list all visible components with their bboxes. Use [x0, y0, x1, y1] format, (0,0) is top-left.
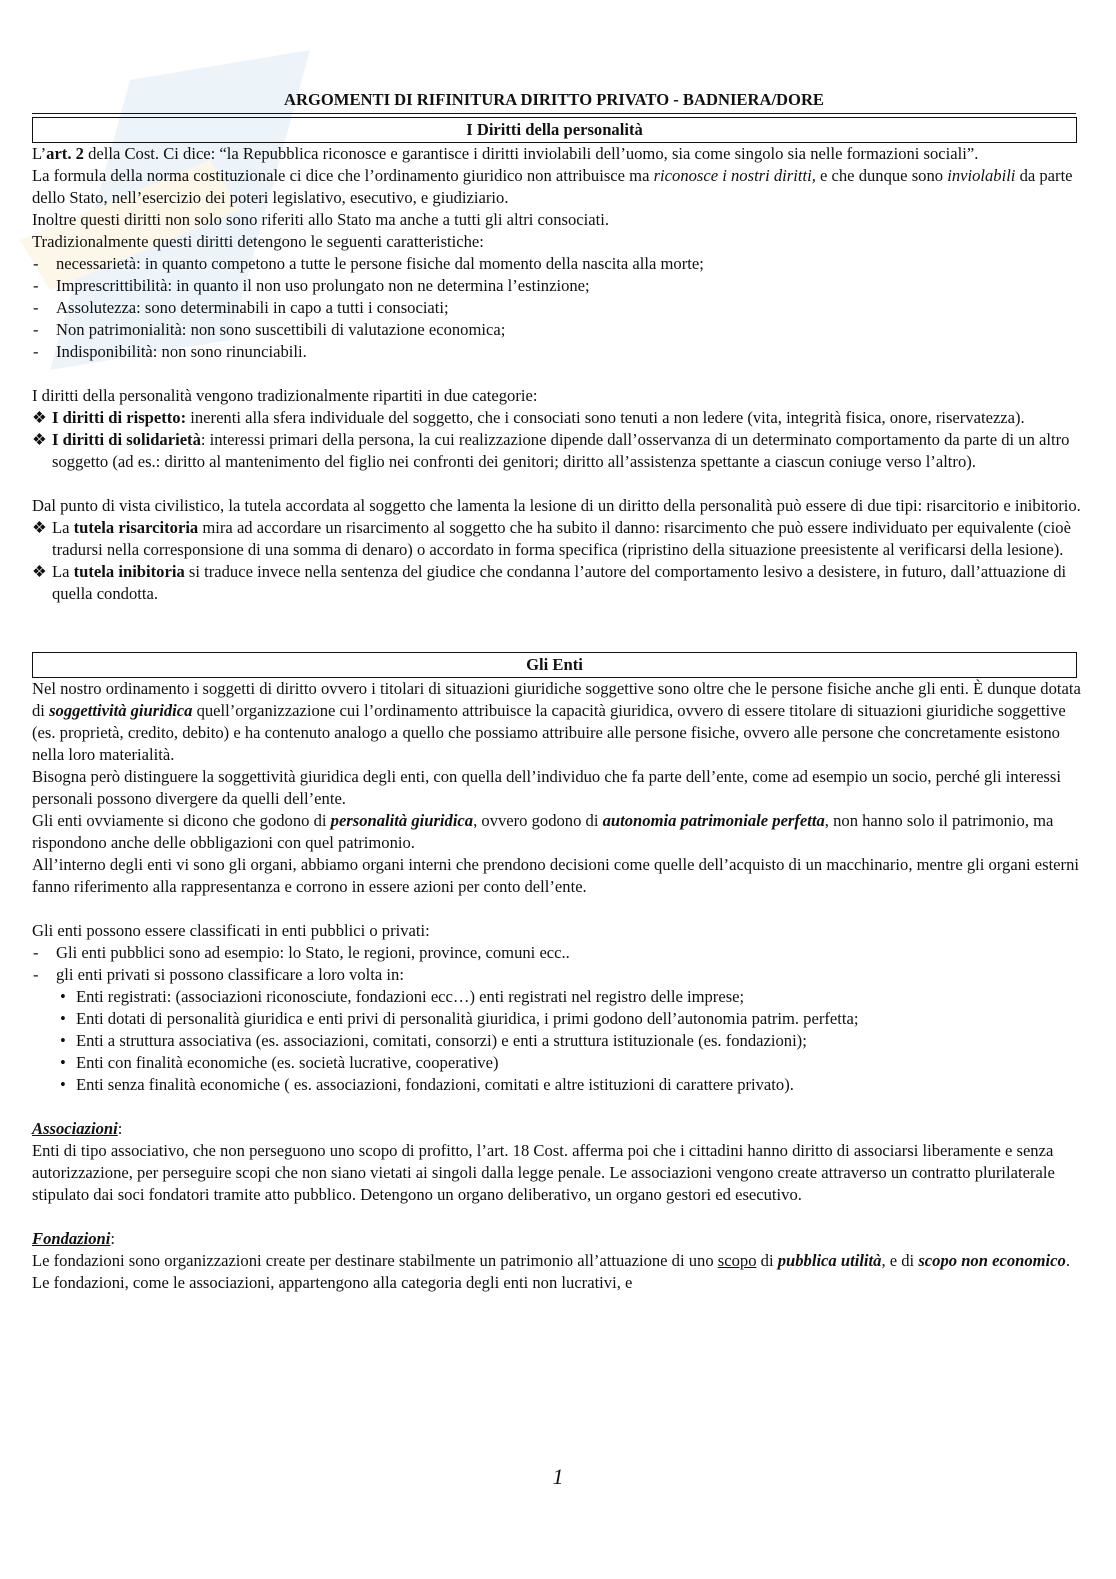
- paragraph: Enti di tipo associativo, che non perseguono uno scopo di profitto, l’art. 18 Cost. afferma poi che i cittadini hanno diritto di associarsi liberamente e senza autorizzazione, per perseguire scopi che non siano vietati ai singoli dalla legge penale. Le associazioni vengono create attraverso un contratto plurilaterale stipulato dai soci fondatori tramite atto pubblico. Detengono un organo deliberativo, un organo gestori ed esecutivo.: [32, 1141, 1055, 1204]
- paragraph: Gli enti possono essere classificati in enti pubblici o privati:: [32, 921, 430, 940]
- list-item: ❖ I diritti di solidarietà: interessi primari della persona, la cui realizzazione dipende dall’osservanza di un determinato comportamento da parte di un altro soggetto (ad es.: diritto al mantenimento del figlio nei confronti dei genitori; diritto all’assistenza spettante a ciascun coniuge verso l’altro).: [32, 430, 1070, 471]
- private-types-list: [32, 986, 1082, 1096]
- characteristics-list: [32, 253, 1082, 363]
- paragraph: Tradizionalmente questi diritti detengono le seguenti caratteristiche:: [32, 232, 484, 251]
- subheading-fondazioni: Fondazioni:: [32, 1229, 116, 1248]
- diamond-bullet-icon: ❖: [32, 408, 47, 427]
- paragraph: Inoltre questi diritti non solo sono riferiti allo Stato ma anche a tutti gli altri consociati.: [32, 210, 609, 229]
- paragraph: La formula della norma costituzionale ci dice che l’ordinamento giuridico non attribuisce ma riconosce i nostri diritti, e che dunque sono inviolabili da parte dello Stato, nell’esercizio dei poteri legislativo, esecutivo, e giudiziario.: [32, 166, 1073, 207]
- list-item: • Enti dotati di personalità giuridica e enti privi di personalità giuridica, i primi godono dell’autonomia patrim. perfetta;: [32, 1008, 1082, 1030]
- paragraph: All’interno degli enti vi sono gli organi, abbiamo organi interni che prendono decisioni come quelle dell’acquisto di un macchinario, mentre gli organi esterni fanno riferimento alla rappresentanza e corrono in essere azioni per conto dell’ente.: [32, 855, 1079, 896]
- list-item: • Enti con finalità economiche (es. società lucrative, cooperative): [32, 1052, 1082, 1074]
- list-item: ❖ I diritti di rispetto: inerenti alla sfera individuale del soggetto, che i consociati sono tenuti a non ledere (vita, integrità fisica, onore, riservatezza).: [32, 408, 1025, 427]
- list-item: • Enti registrati: (associazioni riconosciute, fondazioni ecc…) enti registrati nel registro delle imprese;: [32, 986, 1082, 1008]
- list-item: - Gli enti pubblici sono ad esempio: lo Stato, le regioni, province, comuni ecc..: [32, 942, 1082, 964]
- subheading-associazioni: Associazioni:: [32, 1119, 123, 1138]
- list-item: - Indisponibilità: non sono rinunciabili.: [32, 341, 1082, 363]
- diamond-bullet-icon: ❖: [32, 562, 47, 581]
- paragraph: Bisogna però distinguere la soggettività giuridica degli enti, con quella dell’individuo che fa parte dell’ente, come ad esempio un socio, perché gli interessi personali possono divergere da quelli dell’ente.: [32, 767, 1061, 808]
- paragraph: Nel nostro ordinamento i soggetti di diritto ovvero i titolari di situazioni giuridiche soggettive sono oltre che le persone fisiche anche gli enti. È dunque dotata di soggettività giuridica quell’organizzazione cui l’ordinamento attribuisce la capacità giuridica, ovvero di essere titolare di situazioni giuridiche soggettive (es. proprietà, credito, debito) e ha contenuto analogo a quello che possiamo attribuire alle persone fisiche, ovvero alle persone che concretamente esistono nella loro materialità.: [32, 679, 1081, 764]
- section-heading-personalita: I Diritti della personalità: [32, 117, 1077, 143]
- page-number: 1: [552, 1464, 564, 1489]
- list-item: - Non patrimonialità: non sono suscettibili di valutazione economica;: [32, 319, 1082, 341]
- list-item: - necessarietà: in quanto competono a tutte le persone fisiche dal momento della nascita alla morte;: [32, 253, 1082, 275]
- paragraph: Dal punto di vista civilistico, la tutela accordata al soggetto che lamenta la lesione di un diritto della personalità può essere di due tipi: risarcitorio e inibitorio.: [32, 496, 1081, 515]
- paragraph: L’art. 2 della Cost. Ci dice: “la Repubblica riconosce e garantisce i diritti inviolabili dell’uomo, sia come singolo sia nelle formazioni sociali”.: [32, 144, 979, 163]
- section-heading-enti: Gli Enti: [32, 652, 1077, 678]
- classes-list: [32, 942, 1082, 986]
- list-item: • Enti senza finalità economiche ( es. associazioni, fondazioni, comitati e altre istituzioni di carattere privato).: [32, 1074, 1082, 1096]
- list-item: ❖ La tutela inibitoria si traduce invece nella sentenza del giudice che condanna l’autore del comportamento lesivo a desistere, in futuro, dall’attuazione di quella condotta.: [32, 562, 1067, 603]
- document-title: ARGOMENTI DI RIFINITURA DIRITTO PRIVATO - BADNIERA/DORE: [32, 88, 1076, 114]
- diamond-bullet-icon: ❖: [32, 430, 47, 449]
- document-page: [32, 88, 1082, 1294]
- list-item: - Assolutezza: sono determinabili in capo a tutti i consociati;: [32, 297, 1082, 319]
- list-item: - gli enti privati si possono classificare a loro volta in:: [32, 964, 1082, 986]
- paragraph: Le fondazioni sono organizzazioni create per destinare stabilmente un patrimonio all’attuazione di uno scopo di pubblica utilità, e di scopo non economico. Le fondazioni, come le associazioni, appartengono alla categoria degli enti non lucrativi, e: [32, 1251, 1070, 1292]
- list-item: ❖ La tutela risarcitoria mira ad accordare un risarcimento al soggetto che ha subito il danno: risarcimento che può essere individuato per equivalente (cioè tradursi nella corresponsione di una somma di denaro) o accordato in forma specifica (ripristino della situazione preesistente al verificarsi della lesione).: [32, 518, 1071, 559]
- list-item: • Enti a struttura associativa (es. associazioni, comitati, consorzi) e enti a struttura istituzionale (es. fondazioni);: [32, 1030, 1082, 1052]
- paragraph: I diritti della personalità vengono tradizionalmente ripartiti in due categorie:: [32, 386, 538, 405]
- diamond-bullet-icon: ❖: [32, 518, 47, 537]
- paragraph: Gli enti ovviamente si dicono che godono di personalità giuridica, ovvero godono di autonomia patrimoniale perfetta, non hanno solo il patrimonio, ma rispondono anche delle obbligazioni con quel patrimonio.: [32, 811, 1054, 852]
- list-item: - Imprescrittibilità: in quanto il non uso prolungato non ne determina l’estinzione;: [32, 275, 1082, 297]
